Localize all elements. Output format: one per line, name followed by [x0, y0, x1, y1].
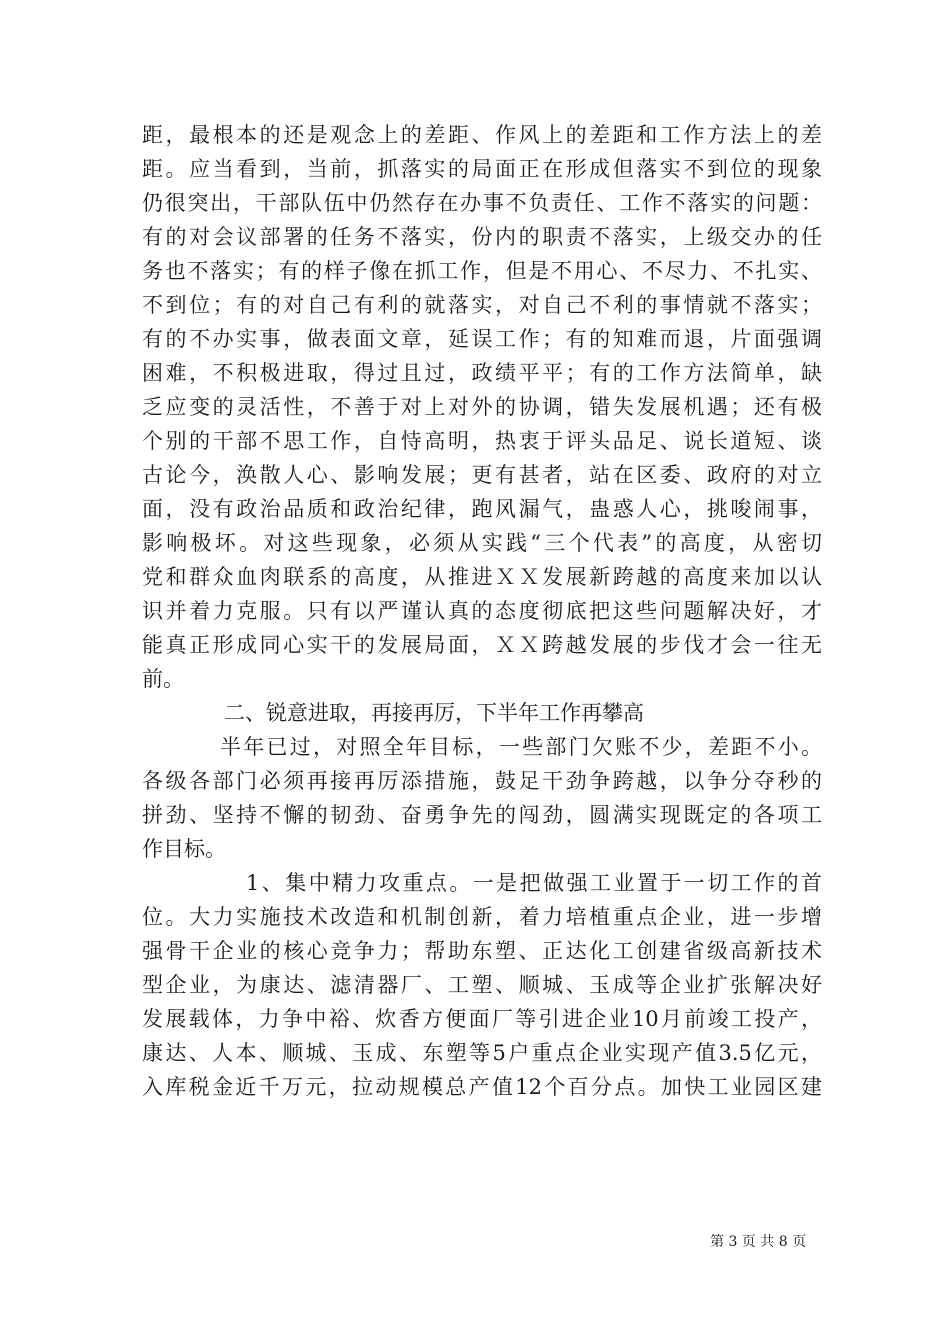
text-line: 位。大力实施技术改造和机制创新，着力培植重点企业，进一步增 — [142, 905, 822, 929]
text-line: 距，最根本的还是观念上的差距、作风上的差距和工作方法上的差 — [142, 123, 822, 147]
text-line: 各级各部门必须再接再厉添措施，鼓足干劲争跨越，以争分夺秒的 — [142, 769, 822, 793]
text-line: 务也不落实；有的样子像在抓工作，但是不用心、不尽力、不扎实、 — [142, 259, 822, 283]
text-line: 困难，不积极进取，得过且过，政绩平平；有的工作方法简单，缺 — [142, 361, 822, 385]
text-line: 拼劲、坚持不懈的韧劲、奋勇争先的闯劲，圆满实现既定的各项工 — [142, 803, 822, 827]
text-line: 有的对会议部署的任务不落实，份内的职责不落实，上级交办的任 — [142, 225, 822, 249]
text-line: 古论今，涣散人心、影响发展；更有甚者，站在区委、政府的对立 — [142, 463, 822, 487]
text-line: 入库税金近千万元，拉动规模总产值12个百分点。加快工业园区建 — [142, 1075, 822, 1099]
text-line: 个别的干部不思工作，自恃高明，热衷于评头品足、说长道短、谈 — [142, 429, 822, 453]
text-line: 强骨干企业的核心竞争力；帮助东塑、正达化工创建省级高新技术 — [142, 939, 822, 963]
section-heading: 二、锐意进取，再接再厉，下半年工作再攀高 — [224, 701, 644, 725]
paragraph-section-intro — [142, 730, 822, 866]
text-line: 能真正形成同心实干的发展局面，ＸＸ跨越发展的步伐才会一往无 — [142, 633, 822, 657]
text-line: 发展载体，力争中裕、炊香方便面厂等引进企业10月前竣工投产， — [142, 1007, 822, 1031]
text-line: 型企业，为康达、滤清器厂、工塑、顺城、玉成等企业扩张解决好 — [142, 973, 822, 997]
text-line: 半年已过，对照全年目标，一些部门欠账不少，差距不小。 — [220, 735, 822, 759]
text-line: 1、集中精力攻重点。一是把做强工业置于一切工作的首 — [246, 871, 822, 895]
text-line: 党和群众血肉联系的高度，从推进ＸＸ发展新跨越的高度来加以认 — [142, 565, 822, 589]
text-line: 康达、人本、顺城、玉成、东塑等5户重点企业实现产值3.5亿元， — [142, 1041, 822, 1065]
text-line: 识并着力克服。只有以严谨认真的态度彻底把这些问题解决好，才 — [142, 599, 822, 623]
document-body — [142, 118, 822, 1104]
paragraph-continued — [142, 118, 822, 696]
text-line: 不到位；有的对自己有利的就落实，对自己不利的事情就不落实； — [142, 293, 822, 317]
text-line: 距。应当看到，当前，抓落实的局面正在形成但落实不到位的现象 — [142, 157, 822, 181]
text-line: 乏应变的灵活性，不善于对上对外的协调，错失发展机遇；还有极 — [142, 395, 822, 419]
paragraph-item-1 — [142, 866, 822, 1104]
page-number: 第 3 页 共 8 页 — [710, 1234, 807, 1250]
text-line: 有的不办实事，做表面文章，延误工作；有的知难而退，片面强调 — [142, 327, 822, 351]
text-line: 前。 — [142, 667, 184, 691]
text-line: 仍很突出，干部队伍中仍然存在办事不负责任、工作不落实的问题： — [142, 191, 822, 215]
text-line: 影响极坏。对这些现象，必须从实践“三个代表”的高度，从密切 — [142, 531, 822, 555]
text-line: 作目标。 — [142, 837, 226, 861]
text-line: 面，没有政治品质和政治纪律，跑风漏气，蛊惑人心，挑唆闹事， — [142, 497, 822, 521]
